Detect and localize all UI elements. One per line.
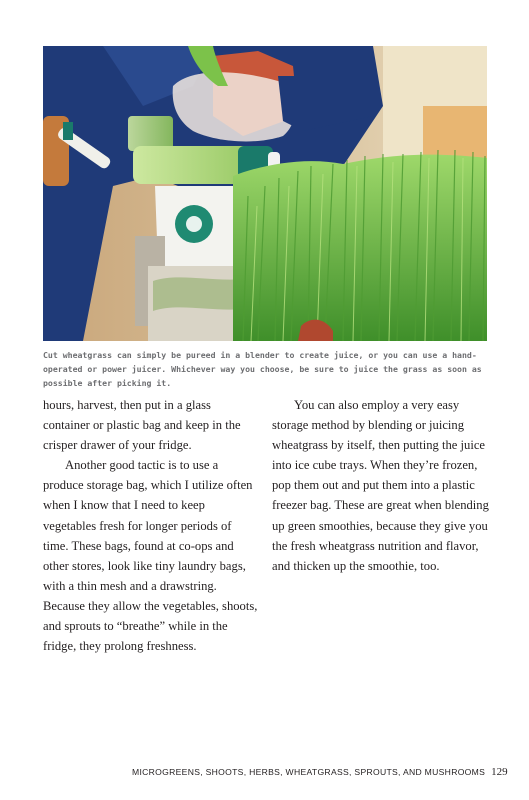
figure-caption: Cut wheatgrass can simply be pureed in a blender to create juice, or you can use a hand-operated or power juicer. Whichever way you choose, be sure to juice the grass as soon as possible after picking it. xyxy=(43,350,482,388)
page-footer xyxy=(132,766,508,778)
body-column-right xyxy=(272,395,490,576)
paragraph: You can also employ a very easy storage method by blending or juicing wheatgrass by itself, then putting the juice into ice cube trays. When they’re frozen, pop them out and put them into a plastic freezer bag. These are great when blending up green smoothies, because they give you the fresh wheatgrass nutrition and flavor, and thicken up the smoothie, too. xyxy=(272,398,489,573)
paragraph: Another good tactic is to use a produce storage bag, which I utilize often when I know that I need to keep vegetables fresh for longer periods of time. These bags, found at co-ops and other stores, look like tiny laundry bags, with a thin mesh and a drawstring. Because they allow the vegetables, shoots, and sprouts to “breathe” while in the fridge, they prolong freshness. xyxy=(43,458,258,654)
running-head: MICROGREENS, SHOOTS, HERBS, WHEATGRASS, SPROUTS, AND MUSHROOMS xyxy=(132,767,486,777)
wheatgrass-juicer-photo xyxy=(43,46,487,341)
page-number: 129 xyxy=(491,766,508,778)
body-column-left xyxy=(43,395,259,656)
paragraph: hours, harvest, then put in a glass container or plastic bag and keep in the crisper drawer of your fridge. xyxy=(43,398,241,453)
